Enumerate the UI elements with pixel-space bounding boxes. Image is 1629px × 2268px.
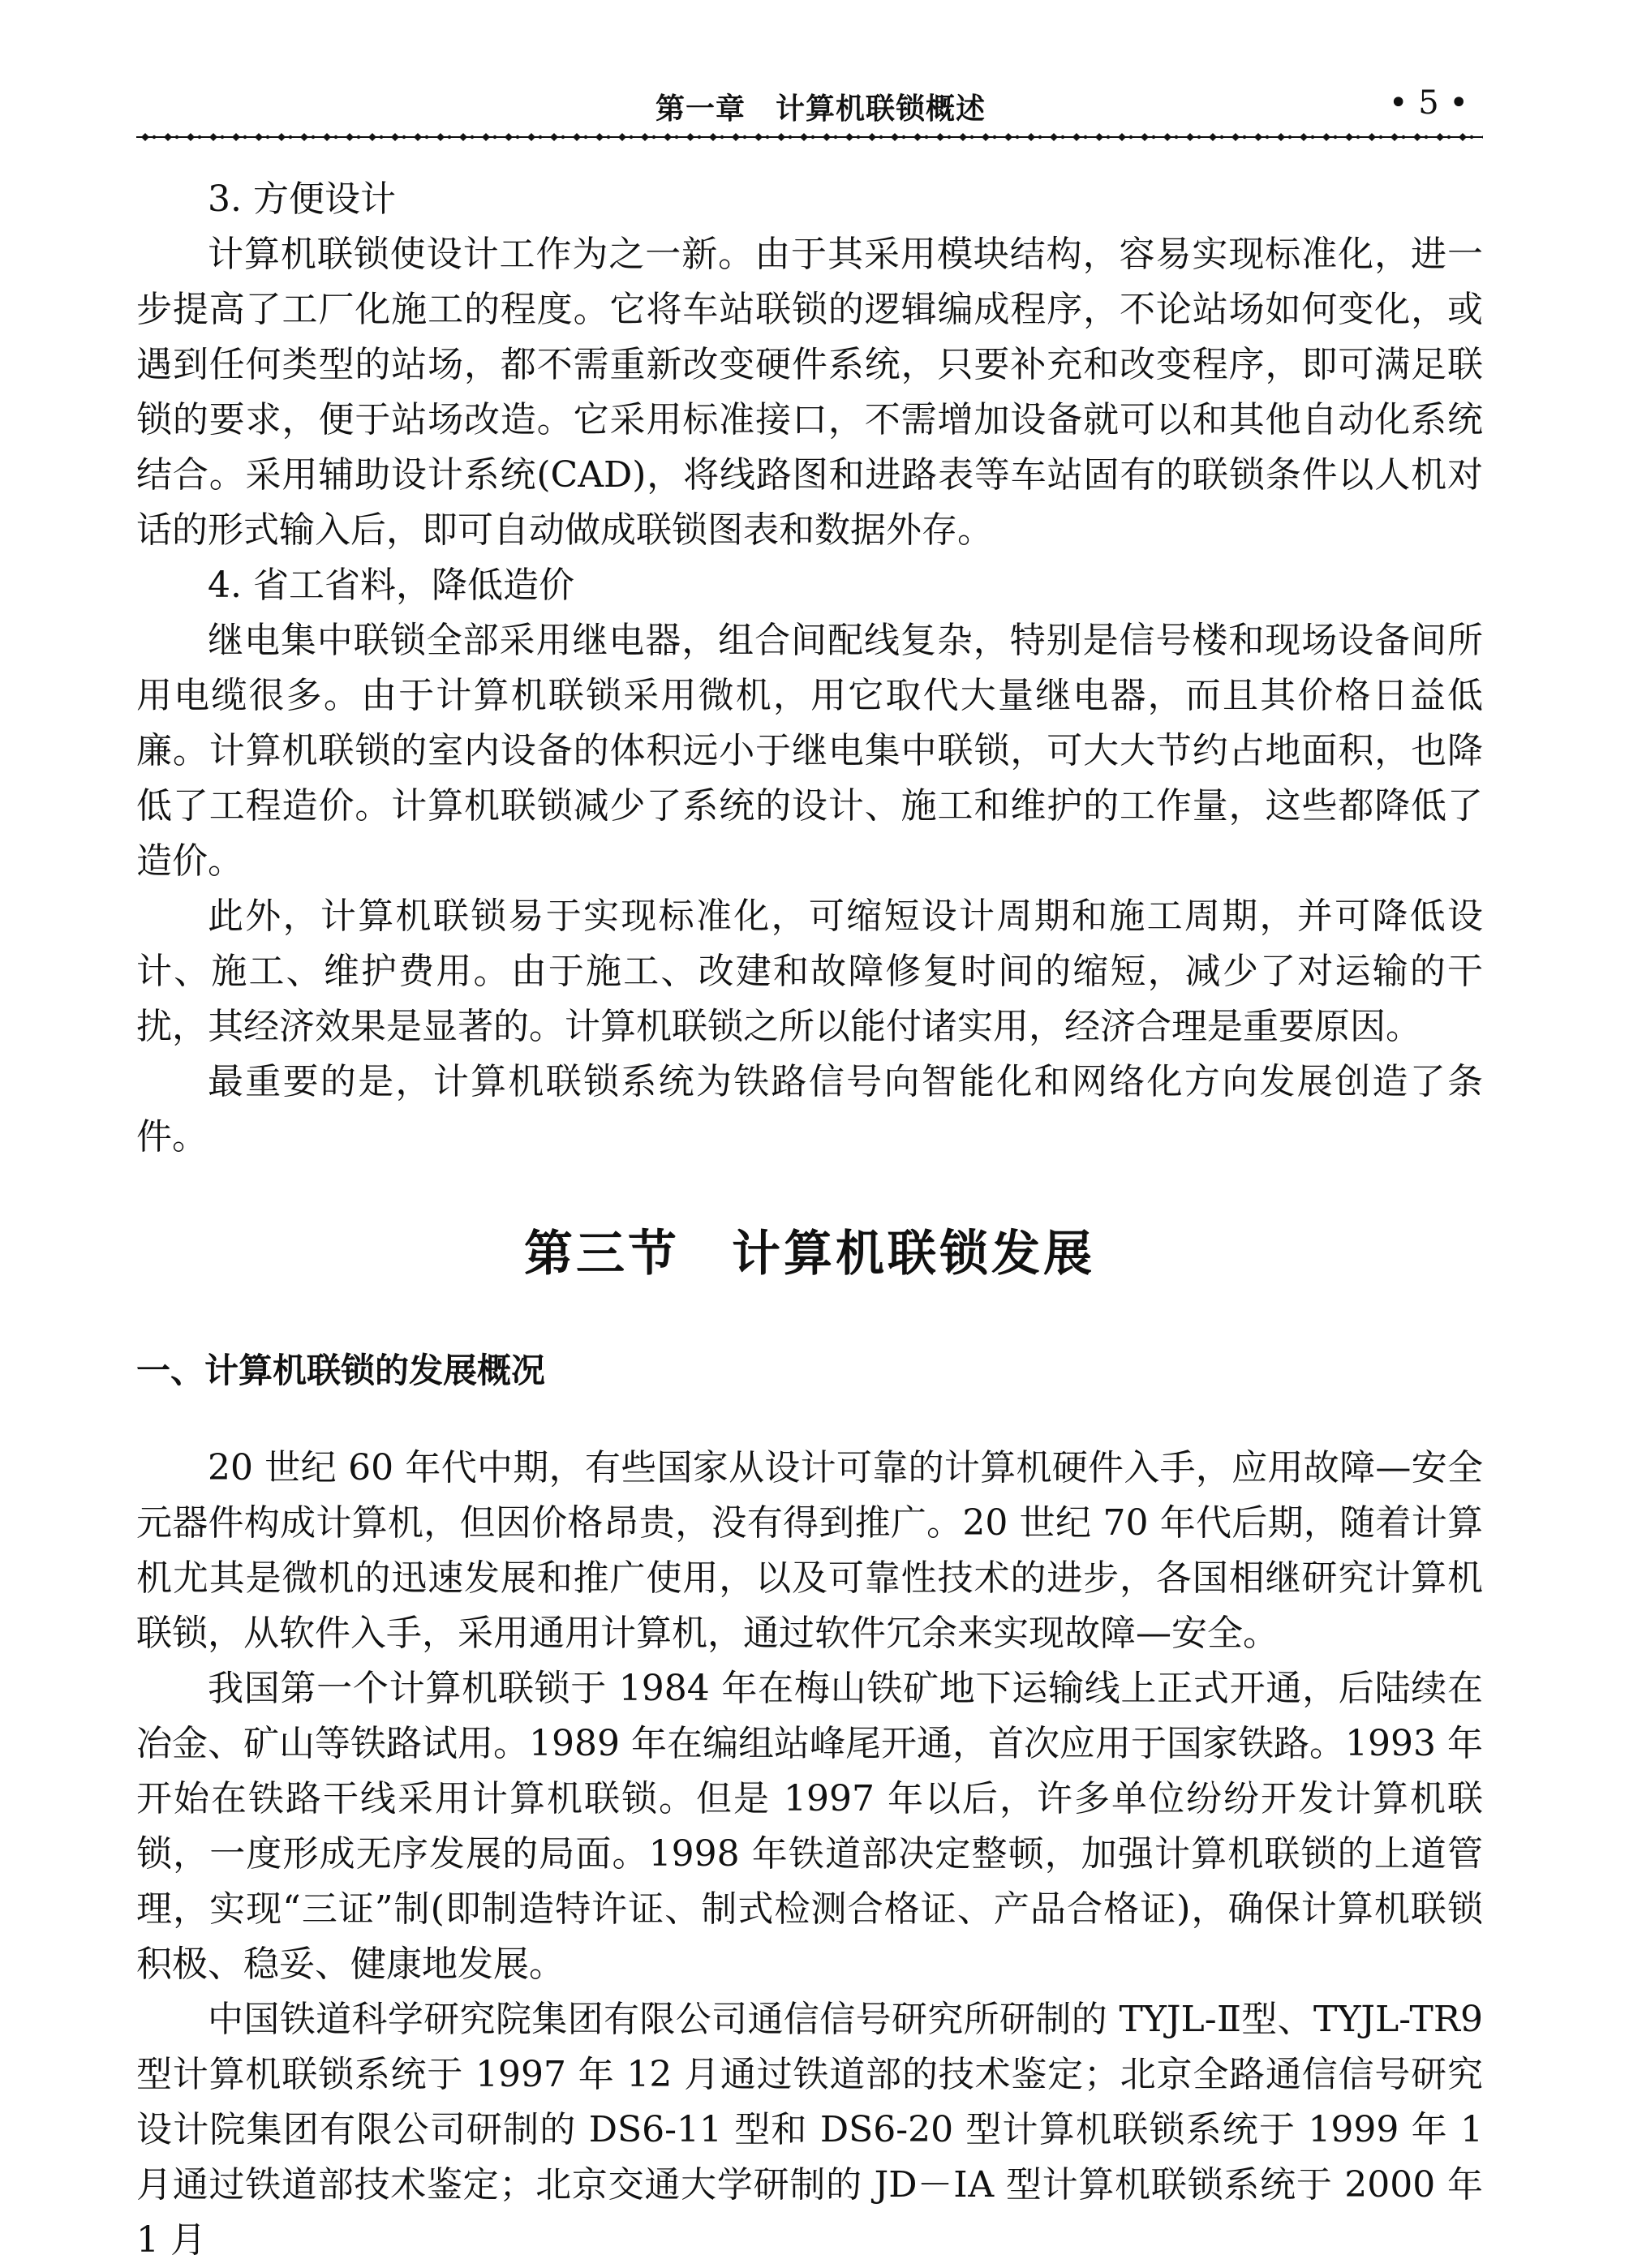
decorative-header-rule xyxy=(136,131,1483,143)
item-3-title: 3. 方便设计 xyxy=(208,178,396,220)
page-number: • 5 • xyxy=(1388,84,1468,122)
chapter-title: 第一章 计算机联锁概述 xyxy=(655,92,986,126)
extra-paragraph: 此外，计算机联锁易于实现标准化，可缩短设计周期和施工周期，并可降低设计、施工、维护费用。由于施工、改建和故障修复时间的缩短，减少了对运输的干扰，其经济效果是显著的。计算机联锁之所以能付诸实用，经济合理是重要原因。 xyxy=(136,896,1483,1047)
development-paragraph-3: 中国铁道科学研究院集团有限公司通信信号研究所研制的 TYJL-Ⅱ型、TYJL-TR9 型计算机联锁系统于 1997 年 12 月通过铁道部的技术鉴定；北京全路通信信号研究设计院集团有限公司研制的 DS6-11 型和 DS6-20 型计算机联锁系统于 1999 年 1 月通过铁道部技术鉴定；北京交通大学研制的 JD－ⅠA 型计算机联锁系统于 2000 年 1 月 xyxy=(136,1999,1483,2261)
item-3-paragraph: 计算机联锁使设计工作为之一新。由于其采用模块结构，容易实现标准化，进一步提高了工厂化施工的程度。它将车站联锁的逻辑编成程序，不论站场如何变化，或遇到任何类型的站场，都不需重新改变硬件系统，只要补充和改变程序，即可满足联锁的要求，便于站场改造。它采用标准接口，不需增加设备就可以和其他自动化系统结合。采用辅助设计系统(CAD)，将线路图和进路表等车站固有的联锁条件以人机对话的形式输入后，即可自动做成联锁图表和数据外存。 xyxy=(136,234,1483,551)
important-paragraph: 最重要的是，计算机联锁系统为铁路信号向智能化和网络化方向发展创造了条件。 xyxy=(136,1061,1483,1158)
page-content xyxy=(136,172,1483,2268)
running-header xyxy=(136,81,1483,138)
development-paragraph-2: 我国第一个计算机联锁于 1984 年在梅山铁矿地下运输线上正式开通，后陆续在冶金、矿山等铁路试用。1989 年在编组站峰尾开通，首次应用于国家铁路。1993 年开始在铁路干线采用计算机联锁。但是 1997 年以后，许多单位纷纷开发计算机联锁，一度形成无序发展的局面。1998 年铁道部决定整顿，加强计算机联锁的上道管理，实现“三证”制(即制造特许证、制式检测合格证、产品合格证)，确保计算机联锁积极、稳妥、健康地发展。 xyxy=(136,1668,1483,1985)
development-paragraph-1: 20 世纪 60 年代中期，有些国家从设计可靠的计算机硬件入手，应用故障—安全元器件构成计算机，但因价格昂贵，没有得到推广。20 世纪 70 年代后期，随着计算机尤其是微机的迅速发展和推广使用，以及可靠性技术的进步，各国相继研究计算机联锁，从软件入手，采用通用计算机，通过软件冗余来实现故障—安全。 xyxy=(136,1447,1483,1654)
section-title: 第三节 计算机联锁发展 xyxy=(524,1226,1095,1282)
subsection-title: 一、计算机联锁的发展概况 xyxy=(136,1351,546,1390)
item-4-title: 4. 省工省料，降低造价 xyxy=(208,565,574,606)
item-4-paragraph: 继电集中联锁全部采用继电器，组合间配线复杂，特别是信号楼和现场设备间所用电缆很多。由于计算机联锁采用微机，用它取代大量继电器，而且其价格日益低廉。计算机联锁的室内设备的体积远小于继电集中联锁，可大大节约占地面积，也降低了工程造价。计算机联锁减少了系统的设计、施工和维护的工作量，这些都降低了造价。 xyxy=(136,620,1483,882)
